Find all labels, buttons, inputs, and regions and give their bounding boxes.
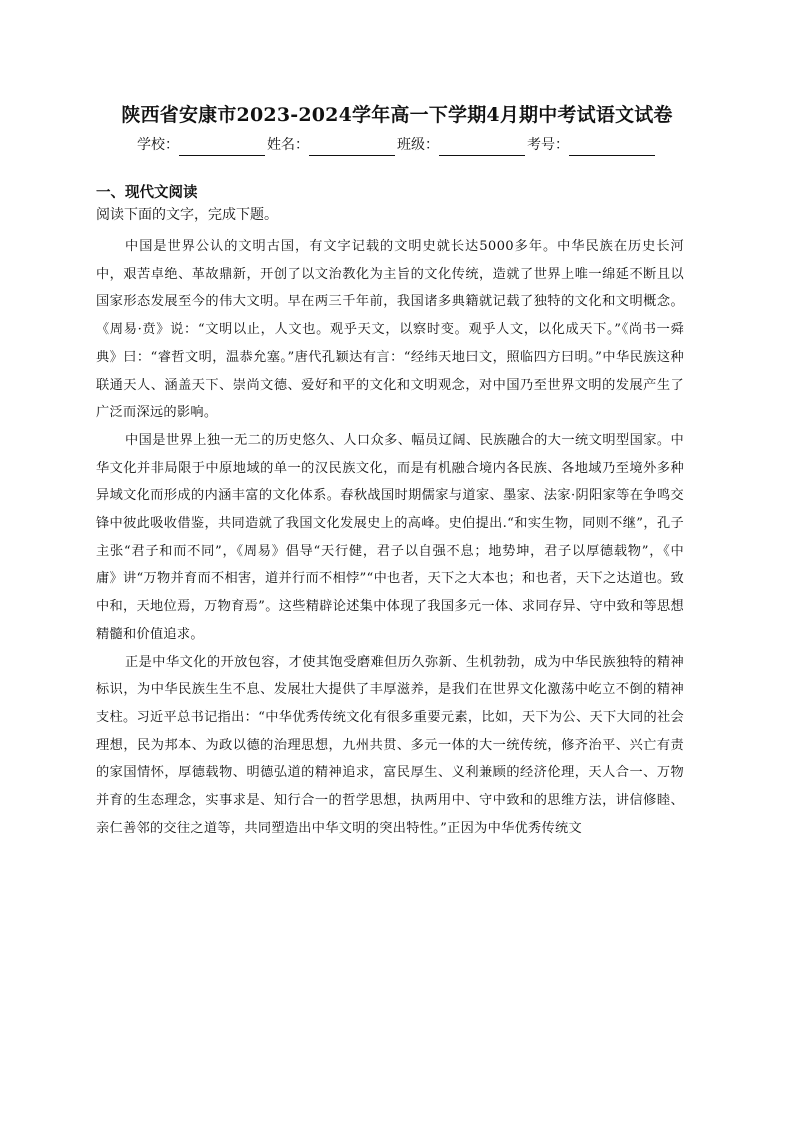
school-label: 学校： bbox=[137, 137, 179, 153]
passage-paragraph-1: 中国是世界公认的文明古国，有文字记载的文明史就长达5000多年。中华民族在历史长河中，艰苦卓绝、革故鼎新，开创了以文治教化为主旨的文化传统，造就了世界上唯一绵延不断且以国家形态发展至今的伟大文明。早在两三千年前，我国诸多典籍就记载了独特的文化和文明概念。《周易·贲》说：“文明以止，人文也。观乎天文，以察时变。观乎人文，以化成天下。”《尚书一舜典》曰：“睿哲文明，温恭允塞。”唐代孔颖达有言：“经纬天地曰文，照临四方曰明。”中华民族这种联通天人、涵盖天下、崇尚文德、爱好和平的文化和文明观念，对中国乃至世界文明的发展产生了广泛而深远的影响。 bbox=[96, 239, 684, 421]
reading-passage bbox=[96, 233, 684, 842]
exam-number-label: 考号： bbox=[527, 137, 569, 153]
passage-paragraph-2: 中国是世界上独一无二的历史悠久、人口众多、幅员辽阔、民族融合的大一统文明型国家。中华文化并非局限于中原地域的单一的汉民族文化，而是有机融合境内各民族、各地域乃至境外多种异域文化而形成的内涵丰富的文化体系。春秋战国时期儒家与道家、墨家、法家·阴阳家等在争鸣交锋中彼此吸收借鉴，共同造就了我国文化发展史上的高峰。史伯提出.“和实生物，同则不继”，孔子主张“君子和而不同”，《周易》倡导“天行健，君子以自强不息；地势坤，君子以厚德载物”，《中庸》讲“万物并育而不相害，道并行而不相悖”“中也者，天下之大本也；和也者，天下之达道也。致中和，天地位焉，万物育焉”。这些精辟论述集中体现了我国多元一体、求同存异、守中致和等思想精髓和价值追求。 bbox=[96, 432, 684, 642]
class-label: 班级： bbox=[397, 137, 439, 153]
student-info-row bbox=[0, 134, 794, 156]
name-blank[interactable] bbox=[309, 139, 395, 156]
exam-title: 陕西省安康市2023-2024学年高一下学期4月期中考试语文试卷 bbox=[121, 104, 673, 126]
reading-instruction: 阅读下面的文字，完成下题。 bbox=[96, 207, 278, 223]
section-heading: 一、现代文阅读 bbox=[96, 185, 198, 201]
exam-number-blank[interactable] bbox=[569, 139, 655, 156]
passage-paragraph-3: 正是中华文化的开放包容，才使其饱受磨难但历久弥新、生机勃勃，成为中华民族独特的精神标识，为中华民族生生不息、发展壮大提供了丰厚滋养，是我们在世界文化激荡中屹立不倒的精神支柱。习近平总书记指出：“中华优秀传统文化有很多重要元素，比如，天下为公、天下大同的社会理想，民为邦本、为政以德的治理思想，九州共贯、多元一体的大一统传统，修齐治平、兴亡有责的家国情怀，厚德载物、明德弘道的精神追求，富民厚生、义利兼顾的经济伦理，天人合一、万物并育的生态理念，实事求是、知行合一的哲学思想，执两用中、守中致和的思维方法，讲信修睦、亲仁善邻的交往之道等，共同塑造出中华文明的突出特性。”正因为中华优秀传统文 bbox=[96, 654, 684, 836]
class-blank[interactable] bbox=[439, 139, 525, 156]
name-label: 姓名： bbox=[267, 137, 309, 153]
school-blank[interactable] bbox=[179, 139, 265, 156]
